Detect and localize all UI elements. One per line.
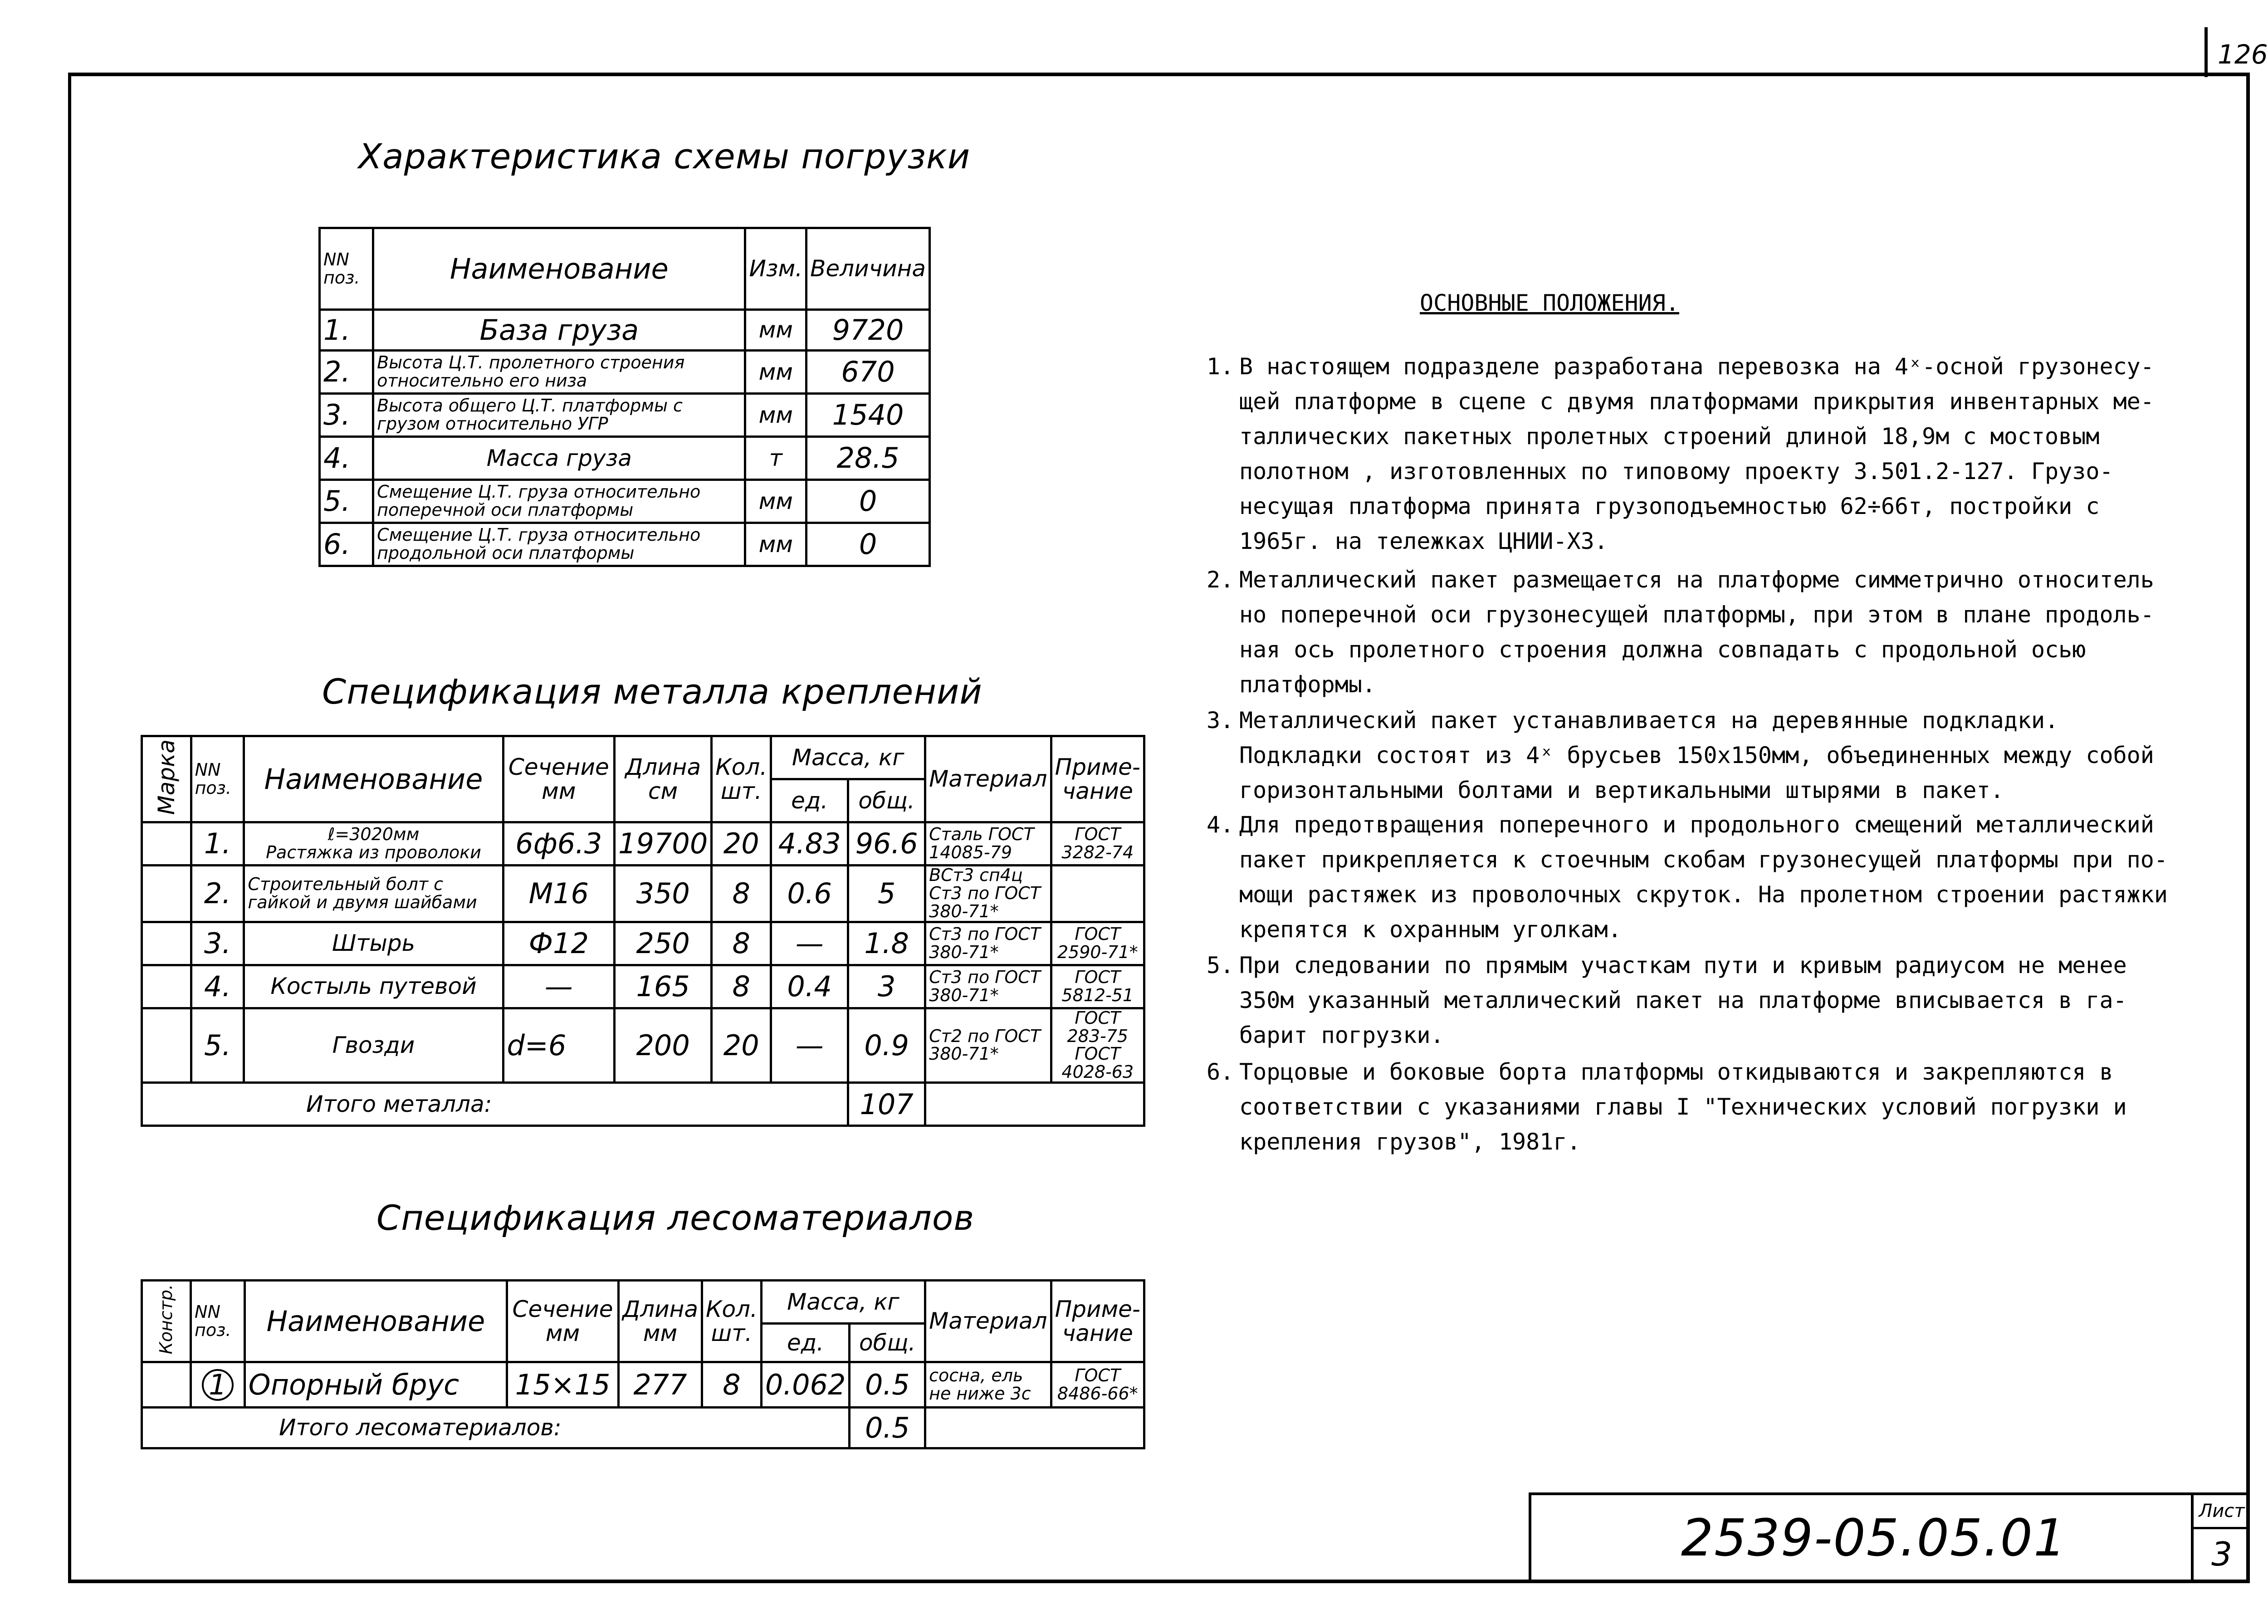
table-row	[320, 523, 930, 566]
provision-number: 4.	[1207, 812, 1234, 838]
row-material: Ст2 по ГОСТ 380-71*	[925, 1008, 1051, 1083]
table-row	[320, 351, 930, 394]
total-row	[142, 1083, 1144, 1126]
col-header-pos: NN поз.	[320, 228, 373, 310]
table-row	[142, 822, 1144, 866]
col-header-length: Длина см	[615, 736, 712, 822]
col-header-unit: Изм.	[745, 228, 807, 310]
row-material: ВСт3 сп4ц Ст3 по ГОСТ 380-71*	[925, 866, 1051, 922]
row-qty: 20	[712, 1008, 771, 1083]
row-total-mass: 1.8	[848, 922, 925, 965]
total-row	[142, 1408, 1144, 1448]
provision-text: При следовании по прямым участкам пути и кривым радиусом не менее 350м указанный металлический пакет на платформе вписывается в га- барит погрузки.	[1239, 952, 2127, 1048]
row-value: 9720	[807, 310, 930, 351]
row-unit-mass: —	[771, 922, 848, 965]
row-name: Опорный брус	[244, 1362, 507, 1408]
row-value: 0	[807, 523, 930, 566]
provision-text: Для предотвращения поперечного и продольного смещений металлический пакет прикрепляется к стоечным скобам грузонесущей платформы при по- мощи растяжек из проволочных скруток. На пролетном строении растяжки крепятся к охранным уголкам.	[1239, 812, 2168, 943]
total-empty	[925, 1408, 1144, 1448]
table-row	[320, 437, 930, 480]
row-length: 165	[615, 965, 712, 1008]
row-length: 19700	[615, 822, 712, 866]
provision-number: 1.	[1207, 353, 1234, 380]
col-header-name: Наименование	[244, 1281, 507, 1362]
col-header-material: Материал	[925, 1281, 1051, 1362]
col-header-pos: NN поз.	[191, 1281, 245, 1362]
row-mark	[142, 922, 191, 965]
total-label: Итого металла:	[142, 1083, 848, 1126]
table-row	[142, 1362, 1144, 1408]
row-section: —	[503, 965, 615, 1008]
table-row	[320, 394, 930, 437]
provision-item	[1207, 349, 2223, 559]
row-length: 250	[615, 922, 712, 965]
col-header-mass-unit: ед.	[761, 1324, 850, 1362]
timber-spec-title: Спецификация лесоматериалов	[376, 1198, 975, 1238]
row-length: 200	[615, 1008, 712, 1083]
col-header-length: Длина мм	[619, 1281, 702, 1362]
provision-item	[1207, 948, 2223, 1053]
provision-item	[1207, 1055, 2223, 1159]
provision-item	[1207, 563, 2223, 702]
row-unit: мм	[745, 523, 807, 566]
title-block	[1529, 1492, 2250, 1583]
row-pos	[191, 1362, 245, 1408]
row-unit-mass: —	[771, 1008, 848, 1083]
row-mark	[142, 965, 191, 1008]
row-mark	[142, 866, 191, 922]
row-pos-circled: 1	[202, 1369, 234, 1401]
table-row	[142, 922, 1144, 965]
row-name: Смещение Ц.Т. груза относительно поперечной оси платформы	[373, 480, 745, 523]
row-material: Ст3 по ГОСТ 380-71*	[925, 965, 1051, 1008]
mark-label: Марка	[153, 739, 180, 815]
col-header-value: Величина	[807, 228, 930, 310]
table-row	[142, 866, 1144, 922]
row-pos: 5.	[320, 480, 373, 523]
document-code: 2539-05.05.01	[1681, 1509, 2067, 1568]
total-value: 0.5	[850, 1408, 925, 1448]
row-pos: 1.	[320, 310, 373, 351]
row-qty: 8	[712, 922, 771, 965]
provision-number: 6.	[1207, 1059, 1234, 1085]
row-qty: 8	[712, 965, 771, 1008]
row-name: Штырь	[244, 922, 503, 965]
row-name	[244, 822, 503, 866]
sheet-label: Лист	[2194, 1495, 2250, 1529]
row-note: ГОСТ 2590-71*	[1051, 922, 1144, 965]
row-total-mass: 0.5	[850, 1362, 925, 1408]
row-unit: мм	[745, 351, 807, 394]
provision-number: 2.	[1207, 567, 1234, 593]
table-row	[142, 965, 1144, 1008]
table-row	[320, 310, 930, 351]
row-qty: 8	[712, 866, 771, 922]
col-header-material: Материал	[925, 736, 1051, 822]
row-unit-mass: 0.4	[771, 965, 848, 1008]
row-section: Ф12	[503, 922, 615, 965]
provision-number: 5.	[1207, 952, 1234, 978]
provision-text: Торцовые и боковые борта платформы откидываются и закрепляются в соответствии с указаниями главы I "Технических условий погрузки и крепления грузов", 1981г.	[1239, 1059, 2127, 1155]
row-note: ГОСТ 3282-74	[1051, 822, 1144, 866]
row-name: Костыль путевой	[244, 965, 503, 1008]
table-row	[320, 480, 930, 523]
row-name: Высота Ц.Т. пролетного строения относительно его низа	[373, 351, 745, 394]
row-value: 0	[807, 480, 930, 523]
row-name: Гвозди	[244, 1008, 503, 1083]
row-total-mass: 5	[848, 866, 925, 922]
row-pos: 1.	[191, 822, 244, 866]
row-total-mass: 96.6	[848, 822, 925, 866]
row-material: сосна, ель не ниже 3с	[925, 1362, 1051, 1408]
row-pos: 4.	[320, 437, 373, 480]
sheet-box	[2191, 1495, 2250, 1583]
row-unit: мм	[745, 394, 807, 437]
row-name-note: ℓ=3020мм	[327, 824, 420, 845]
row-section: d=6	[503, 1008, 615, 1083]
sheet-number: 3	[2211, 1535, 2232, 1573]
row-name-text: Растяжка из проволоки	[266, 842, 481, 862]
total-empty	[925, 1083, 1144, 1126]
row-length: 350	[615, 866, 712, 922]
provision-text: В настоящем подразделе разработана перевозка на 4ˣ-осной грузонесу- щей платформе в сцепе с двумя платформами прикрытия инвентарных ме- таллических пакетных пролетных строений длиной 18,9м с мостовым полотном , изготовленных по типовому проекту 3.501.2-127. Грузо- несущая платформа принята грузоподъемностью 62÷66т, постройки с 1965г. на тележках ЦНИИ-Х3.	[1239, 353, 2154, 554]
row-unit: т	[745, 437, 807, 480]
row-pos: 5.	[191, 1008, 244, 1083]
row-qty: 20	[712, 822, 771, 866]
row-total-mass: 0.9	[848, 1008, 925, 1083]
page-number: 126	[2204, 27, 2254, 77]
row-unit-mass: 4.83	[771, 822, 848, 866]
provision-number: 3.	[1207, 707, 1234, 734]
row-name: Масса груза	[373, 437, 745, 480]
row-material: Сталь ГОСТ 14085-79	[925, 822, 1051, 866]
provision-item	[1207, 703, 2223, 808]
row-unit-mass: 0.6	[771, 866, 848, 922]
row-note	[1051, 866, 1144, 922]
row-value: 1540	[807, 394, 930, 437]
row-name: Строительный болт с гайкой и двумя шайбами	[244, 866, 503, 922]
row-unit: мм	[745, 310, 807, 351]
row-value: 28.5	[807, 437, 930, 480]
col-header-mass-total: общ.	[850, 1324, 925, 1362]
mark-label: Констр.	[156, 1284, 176, 1355]
provision-item	[1207, 807, 2223, 947]
row-unit: мм	[745, 480, 807, 523]
col-header-mass-total: общ.	[848, 779, 925, 822]
metal-spec-title: Спецификация металла креплений	[322, 671, 982, 712]
col-header-section: Сечение мм	[507, 1281, 618, 1362]
total-label: Итого лесоматериалов:	[142, 1408, 850, 1448]
row-pos: 3.	[191, 922, 244, 965]
table-row	[142, 1008, 1144, 1083]
row-pos: 3.	[320, 394, 373, 437]
metal-spec-table	[141, 735, 1145, 1127]
row-pos: 4.	[191, 965, 244, 1008]
row-section: М16	[503, 866, 615, 922]
col-header-mass: Масса, кг	[761, 1281, 925, 1324]
row-section: 15×15	[507, 1362, 618, 1408]
row-name: Смещение Ц.Т. груза относительно продольной оси платформы	[373, 523, 745, 566]
row-name: Высота общего Ц.Т. платформы с грузом относительно УГР	[373, 394, 745, 437]
col-header-qty: Кол. шт.	[712, 736, 771, 822]
characteristic-title: Характеристика схемы погрузки	[358, 136, 971, 176]
timber-spec-table	[141, 1279, 1145, 1449]
row-section: 6ф6.3	[503, 822, 615, 866]
total-value: 107	[848, 1083, 925, 1126]
row-mark	[142, 1008, 191, 1083]
col-header-mark	[142, 736, 191, 822]
col-header-qty: Кол. шт.	[702, 1281, 761, 1362]
provision-text: Металлический пакет размещается на платформе симметрично относитель но поперечной оси грузонесущей платформы, при этом в плане продоль- ная ось пролетного строения должна совпадать с продольной осью платформы.	[1239, 567, 2154, 698]
row-total-mass: 3	[848, 965, 925, 1008]
characteristic-table	[318, 227, 931, 567]
col-header-note: Приме-чание	[1051, 1281, 1144, 1362]
col-header-name: Наименование	[373, 228, 745, 310]
row-material: Ст3 по ГОСТ 380-71*	[925, 922, 1051, 965]
provision-text: Металлический пакет устанавливается на деревянные подкладки. Подкладки состоят из 4ˣ брусьев 150х150мм, объединенных между собой горизонтальными болтами и вертикальными штырями в пакет.	[1239, 707, 2154, 803]
row-pos: 2.	[191, 866, 244, 922]
col-header-pos: NN поз.	[191, 736, 244, 822]
row-note: ГОСТ 8486-66*	[1051, 1362, 1144, 1408]
col-header-name: Наименование	[244, 736, 503, 822]
row-note: ГОСТ 283-75 ГОСТ 4028-63	[1051, 1008, 1144, 1083]
row-length: 277	[619, 1362, 702, 1408]
provisions-heading: ОСНОВНЫЕ ПОЛОЖЕНИЯ.	[1420, 290, 1679, 316]
col-header-mark	[142, 1281, 191, 1362]
row-name: База груза	[373, 310, 745, 351]
row-qty: 8	[702, 1362, 761, 1408]
row-mark	[142, 1362, 191, 1408]
row-pos: 2.	[320, 351, 373, 394]
col-header-note: Приме-чание	[1051, 736, 1144, 822]
col-header-mass-unit: ед.	[771, 779, 848, 822]
row-unit-mass: 0.062	[761, 1362, 850, 1408]
row-mark	[142, 822, 191, 866]
row-pos: 6.	[320, 523, 373, 566]
col-header-mass: Масса, кг	[771, 736, 925, 779]
row-value: 670	[807, 351, 930, 394]
row-note: ГОСТ 5812-51	[1051, 965, 1144, 1008]
col-header-section: Сечение мм	[503, 736, 615, 822]
